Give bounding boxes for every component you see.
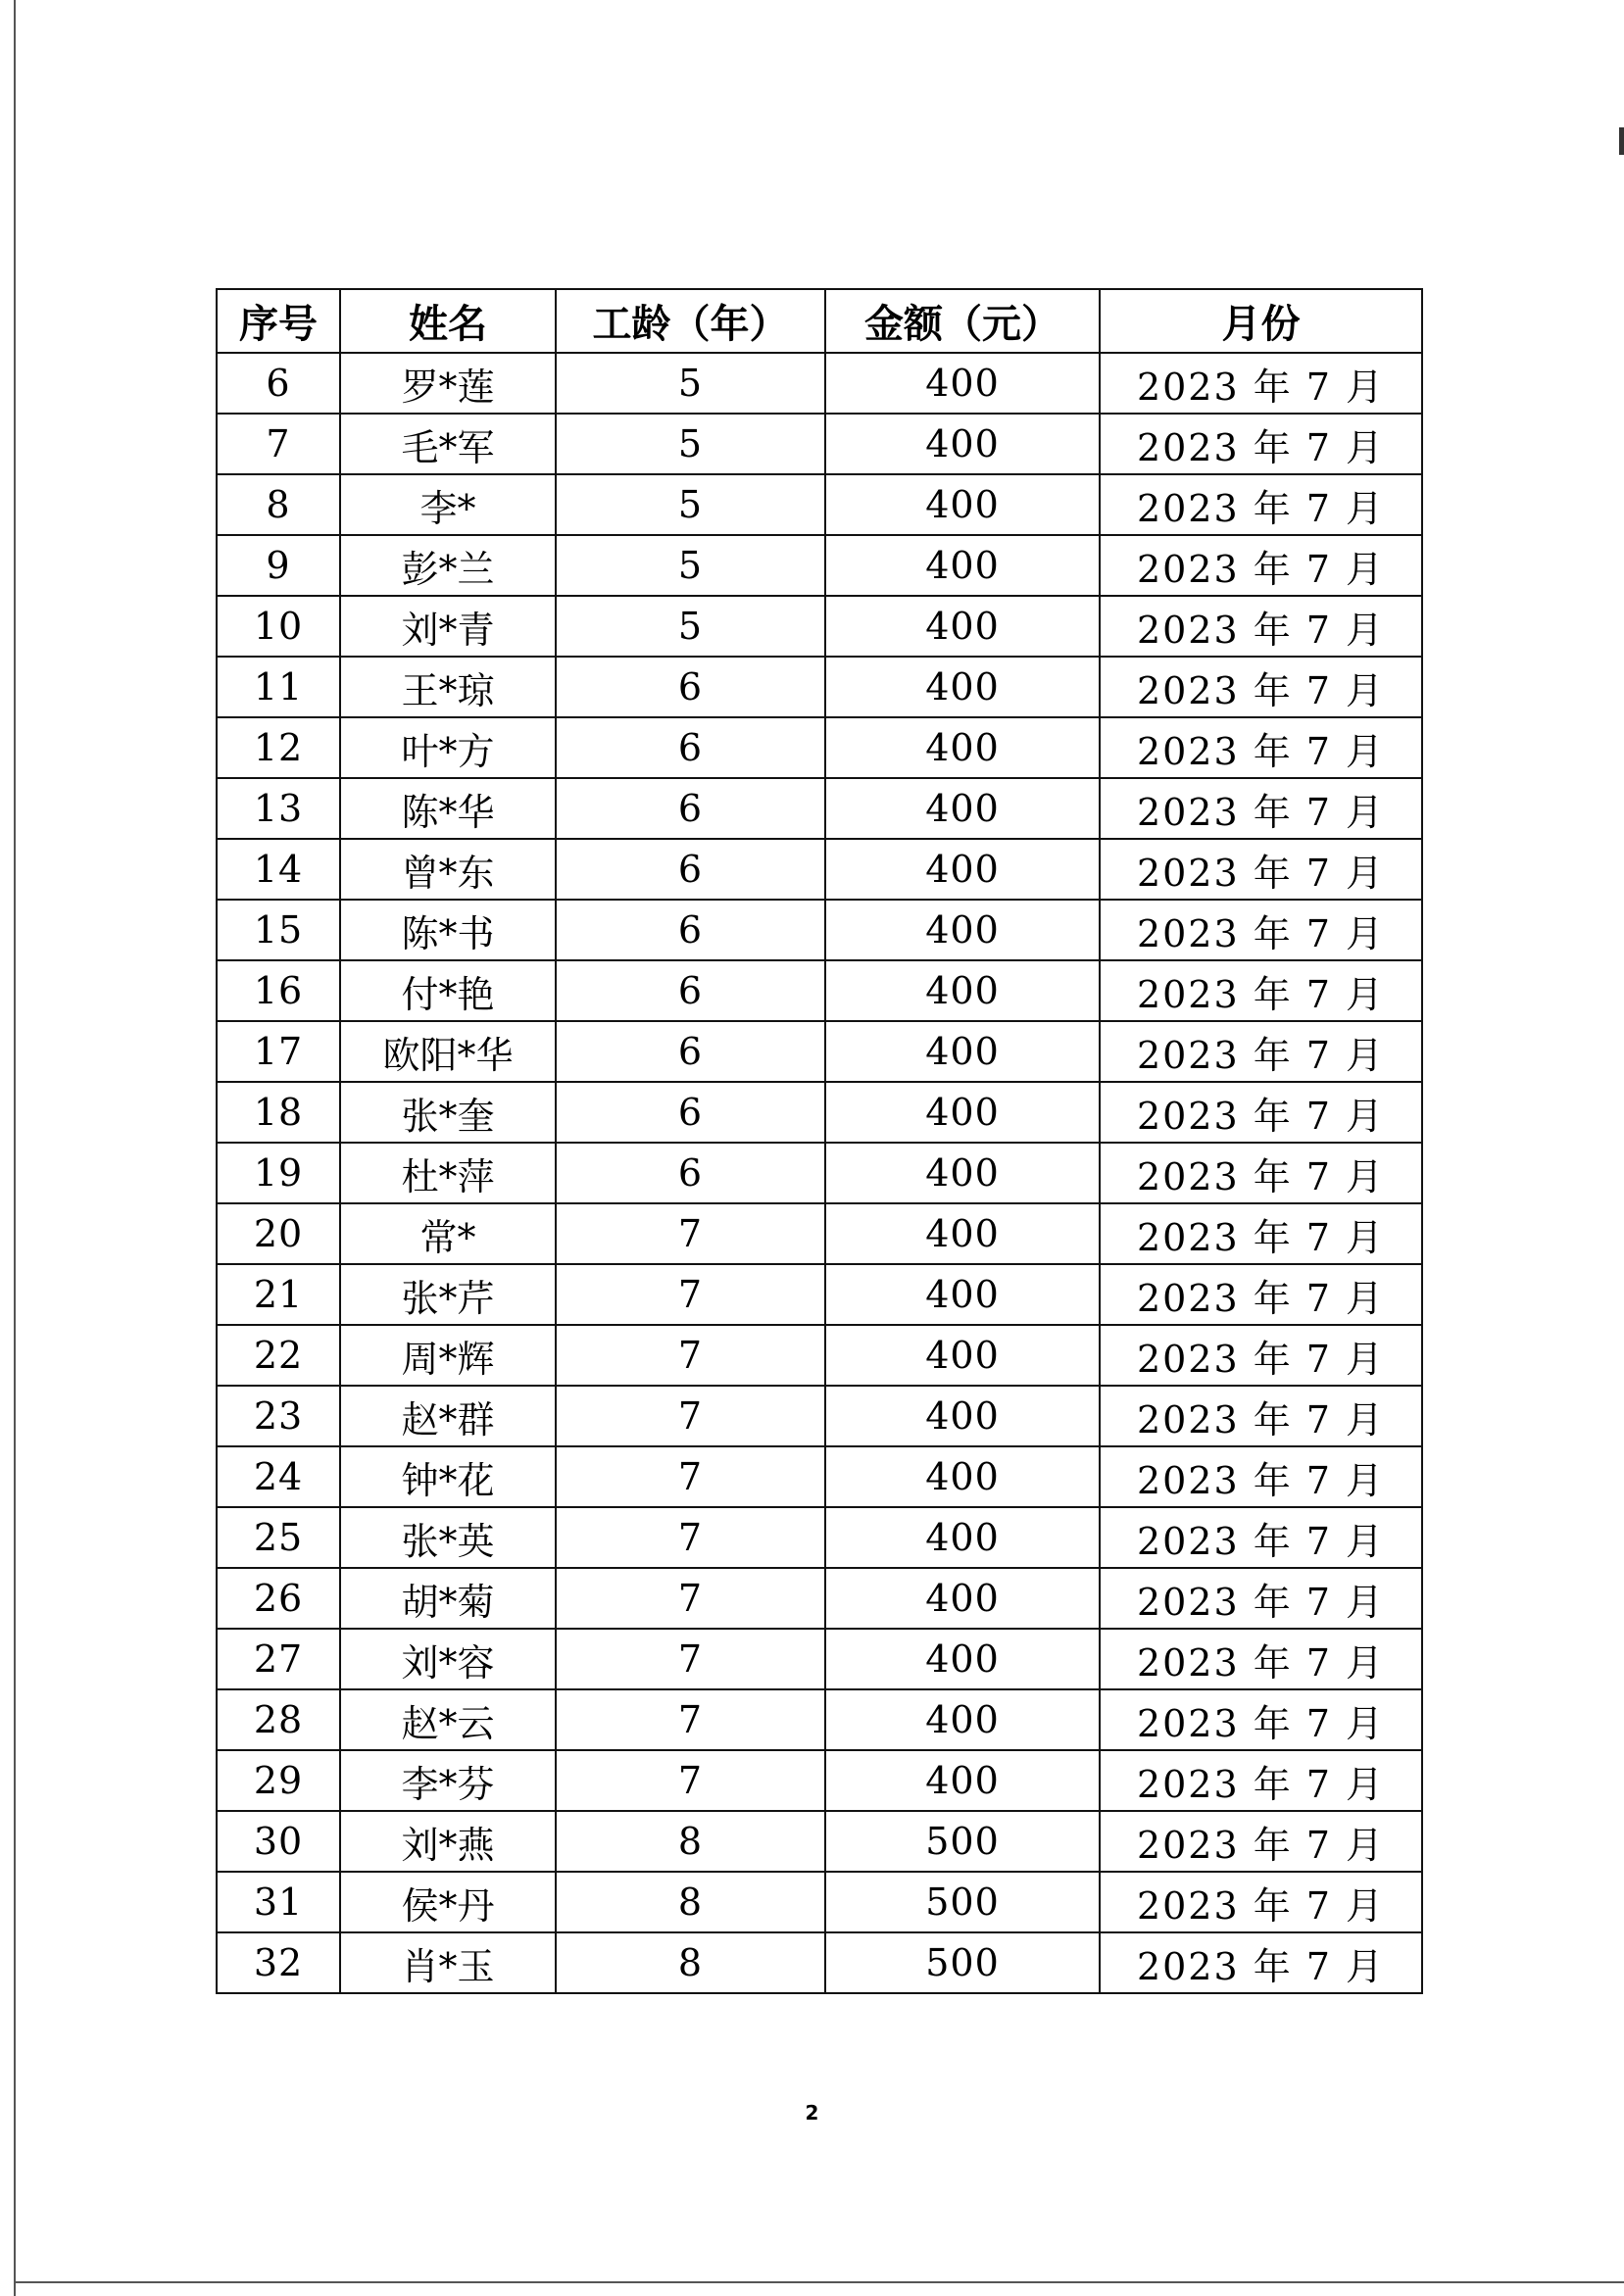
cell-month: 2023 年 7 月 — [1100, 1507, 1422, 1568]
cell-years: 6 — [556, 839, 825, 900]
cell-amount: 400 — [825, 474, 1100, 535]
table-row — [217, 717, 1422, 778]
cell-years: 7 — [556, 1203, 825, 1264]
cell-index: 30 — [217, 1811, 340, 1872]
table-row — [217, 960, 1422, 1021]
table-row — [217, 1143, 1422, 1203]
cell-amount: 400 — [825, 717, 1100, 778]
cell-years: 6 — [556, 900, 825, 960]
cell-month: 2023 年 7 月 — [1100, 1932, 1422, 1993]
cell-amount: 400 — [825, 778, 1100, 839]
cell-index: 12 — [217, 717, 340, 778]
cell-amount: 400 — [825, 1021, 1100, 1082]
cell-name: 付*艳 — [340, 960, 556, 1021]
cell-month: 2023 年 7 月 — [1100, 1386, 1422, 1446]
cell-years: 5 — [556, 474, 825, 535]
scan-border-bottom — [14, 2281, 1624, 2283]
cell-name: 陈*华 — [340, 778, 556, 839]
cell-index: 26 — [217, 1568, 340, 1629]
cell-name: 周*辉 — [340, 1325, 556, 1386]
table-header — [217, 289, 1422, 353]
cell-amount: 400 — [825, 414, 1100, 474]
table-row — [217, 1689, 1422, 1750]
cell-name: 刘*青 — [340, 596, 556, 657]
cell-name: 彭*兰 — [340, 535, 556, 596]
cell-amount: 400 — [825, 1568, 1100, 1629]
cell-amount: 500 — [825, 1811, 1100, 1872]
header-amount: 金额（元） — [825, 289, 1100, 353]
cell-amount: 400 — [825, 1750, 1100, 1811]
table-row — [217, 1629, 1422, 1689]
table-row — [217, 1203, 1422, 1264]
cell-years: 5 — [556, 596, 825, 657]
cell-years: 6 — [556, 717, 825, 778]
cell-month: 2023 年 7 月 — [1100, 1629, 1422, 1689]
cell-name: 侯*丹 — [340, 1872, 556, 1932]
cell-index: 28 — [217, 1689, 340, 1750]
cell-month: 2023 年 7 月 — [1100, 960, 1422, 1021]
cell-years: 7 — [556, 1750, 825, 1811]
cell-name: 赵*群 — [340, 1386, 556, 1446]
cell-years: 6 — [556, 657, 825, 717]
cell-month: 2023 年 7 月 — [1100, 839, 1422, 900]
cell-years: 7 — [556, 1568, 825, 1629]
table-row — [217, 1750, 1422, 1811]
cell-years: 6 — [556, 1082, 825, 1143]
cell-index: 9 — [217, 535, 340, 596]
cell-amount: 400 — [825, 1264, 1100, 1325]
cell-amount: 400 — [825, 657, 1100, 717]
table-row — [217, 535, 1422, 596]
cell-index: 25 — [217, 1507, 340, 1568]
cell-amount: 400 — [825, 1629, 1100, 1689]
cell-name: 钟*花 — [340, 1446, 556, 1507]
table-row — [217, 1872, 1422, 1932]
table-row — [217, 596, 1422, 657]
cell-index: 20 — [217, 1203, 340, 1264]
cell-month: 2023 年 7 月 — [1100, 1082, 1422, 1143]
cell-index: 8 — [217, 474, 340, 535]
table-row — [217, 1568, 1422, 1629]
cell-years: 6 — [556, 1021, 825, 1082]
cell-month: 2023 年 7 月 — [1100, 1689, 1422, 1750]
cell-years: 5 — [556, 535, 825, 596]
cell-name: 肖*玉 — [340, 1932, 556, 1993]
scan-mark — [1619, 127, 1624, 155]
cell-years: 6 — [556, 960, 825, 1021]
cell-index: 15 — [217, 900, 340, 960]
cell-index: 29 — [217, 1750, 340, 1811]
cell-index: 32 — [217, 1932, 340, 1993]
cell-index: 17 — [217, 1021, 340, 1082]
cell-month: 2023 年 7 月 — [1100, 778, 1422, 839]
cell-month: 2023 年 7 月 — [1100, 1264, 1422, 1325]
cell-month: 2023 年 7 月 — [1100, 414, 1422, 474]
subsidy-table — [216, 288, 1423, 1994]
cell-amount: 400 — [825, 839, 1100, 900]
cell-month: 2023 年 7 月 — [1100, 1143, 1422, 1203]
cell-name: 张*奎 — [340, 1082, 556, 1143]
cell-name: 胡*菊 — [340, 1568, 556, 1629]
cell-month: 2023 年 7 月 — [1100, 1325, 1422, 1386]
header-month: 月份 — [1100, 289, 1422, 353]
cell-name: 常* — [340, 1203, 556, 1264]
cell-index: 27 — [217, 1629, 340, 1689]
cell-years: 6 — [556, 778, 825, 839]
cell-index: 31 — [217, 1872, 340, 1932]
table-row — [217, 1811, 1422, 1872]
table-row — [217, 1264, 1422, 1325]
cell-amount: 400 — [825, 1386, 1100, 1446]
table-row — [217, 353, 1422, 414]
cell-years: 7 — [556, 1264, 825, 1325]
cell-month: 2023 年 7 月 — [1100, 1203, 1422, 1264]
header-row — [217, 289, 1422, 353]
cell-month: 2023 年 7 月 — [1100, 535, 1422, 596]
cell-month: 2023 年 7 月 — [1100, 1811, 1422, 1872]
cell-amount: 400 — [825, 1689, 1100, 1750]
cell-index: 6 — [217, 353, 340, 414]
cell-name: 李*芬 — [340, 1750, 556, 1811]
table-row — [217, 1021, 1422, 1082]
header-years: 工龄（年） — [556, 289, 825, 353]
table-row — [217, 900, 1422, 960]
cell-name: 王*琼 — [340, 657, 556, 717]
table-row — [217, 839, 1422, 900]
cell-years: 7 — [556, 1629, 825, 1689]
cell-name: 刘*燕 — [340, 1811, 556, 1872]
cell-name: 毛*军 — [340, 414, 556, 474]
cell-index: 11 — [217, 657, 340, 717]
cell-years: 8 — [556, 1872, 825, 1932]
cell-month: 2023 年 7 月 — [1100, 596, 1422, 657]
cell-index: 18 — [217, 1082, 340, 1143]
cell-amount: 400 — [825, 1203, 1100, 1264]
cell-name: 张*英 — [340, 1507, 556, 1568]
cell-name: 李* — [340, 474, 556, 535]
cell-index: 21 — [217, 1264, 340, 1325]
cell-years: 7 — [556, 1507, 825, 1568]
page-number: 2 — [805, 2101, 819, 2125]
table-row — [217, 1325, 1422, 1386]
cell-years: 6 — [556, 1143, 825, 1203]
cell-index: 13 — [217, 778, 340, 839]
cell-amount: 400 — [825, 1507, 1100, 1568]
cell-index: 14 — [217, 839, 340, 900]
cell-name: 赵*云 — [340, 1689, 556, 1750]
cell-amount: 400 — [825, 960, 1100, 1021]
cell-amount: 400 — [825, 1325, 1100, 1386]
cell-month: 2023 年 7 月 — [1100, 1750, 1422, 1811]
cell-month: 2023 年 7 月 — [1100, 353, 1422, 414]
table-row — [217, 474, 1422, 535]
cell-month: 2023 年 7 月 — [1100, 474, 1422, 535]
cell-years: 7 — [556, 1386, 825, 1446]
table-row — [217, 1507, 1422, 1568]
cell-month: 2023 年 7 月 — [1100, 717, 1422, 778]
cell-years: 7 — [556, 1446, 825, 1507]
cell-index: 19 — [217, 1143, 340, 1203]
cell-index: 24 — [217, 1446, 340, 1507]
cell-index: 7 — [217, 414, 340, 474]
header-index: 序号 — [217, 289, 340, 353]
header-name: 姓名 — [340, 289, 556, 353]
cell-amount: 400 — [825, 535, 1100, 596]
cell-name: 刘*容 — [340, 1629, 556, 1689]
cell-years: 8 — [556, 1811, 825, 1872]
cell-index: 16 — [217, 960, 340, 1021]
table-row — [217, 778, 1422, 839]
table-row — [217, 1386, 1422, 1446]
table-row — [217, 1932, 1422, 1993]
table-row — [217, 1446, 1422, 1507]
cell-index: 23 — [217, 1386, 340, 1446]
cell-amount: 400 — [825, 353, 1100, 414]
cell-month: 2023 年 7 月 — [1100, 1872, 1422, 1932]
cell-name: 张*芹 — [340, 1264, 556, 1325]
cell-month: 2023 年 7 月 — [1100, 657, 1422, 717]
cell-name: 杜*萍 — [340, 1143, 556, 1203]
cell-amount: 400 — [825, 1082, 1100, 1143]
cell-month: 2023 年 7 月 — [1100, 1446, 1422, 1507]
cell-years: 7 — [556, 1325, 825, 1386]
cell-amount: 400 — [825, 1446, 1100, 1507]
cell-years: 5 — [556, 414, 825, 474]
cell-amount: 500 — [825, 1932, 1100, 1993]
cell-index: 22 — [217, 1325, 340, 1386]
cell-amount: 400 — [825, 1143, 1100, 1203]
cell-name: 欧阳*华 — [340, 1021, 556, 1082]
cell-years: 5 — [556, 353, 825, 414]
table-row — [217, 1082, 1422, 1143]
cell-years: 7 — [556, 1689, 825, 1750]
cell-amount: 500 — [825, 1872, 1100, 1932]
table-row — [217, 414, 1422, 474]
scan-border-left — [14, 0, 16, 2296]
cell-amount: 400 — [825, 596, 1100, 657]
cell-name: 叶*方 — [340, 717, 556, 778]
cell-month: 2023 年 7 月 — [1100, 1021, 1422, 1082]
cell-month: 2023 年 7 月 — [1100, 1568, 1422, 1629]
table-row — [217, 657, 1422, 717]
cell-years: 8 — [556, 1932, 825, 1993]
cell-month: 2023 年 7 月 — [1100, 900, 1422, 960]
table-body — [217, 353, 1422, 1993]
cell-name: 曾*东 — [340, 839, 556, 900]
cell-name: 罗*莲 — [340, 353, 556, 414]
cell-name: 陈*书 — [340, 900, 556, 960]
cell-index: 10 — [217, 596, 340, 657]
cell-amount: 400 — [825, 900, 1100, 960]
